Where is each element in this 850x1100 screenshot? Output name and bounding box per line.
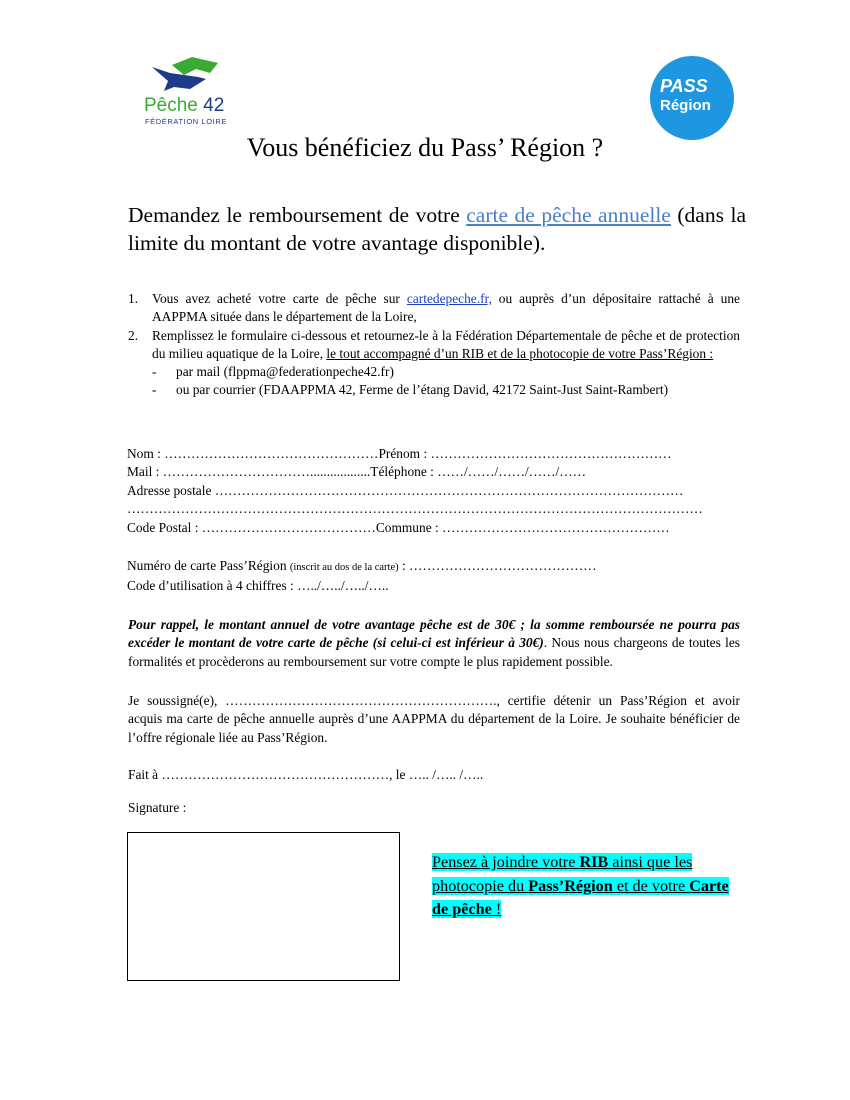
intro-text: Demandez le remboursement de votre (128, 203, 467, 227)
carte-peche-link[interactable]: carte de pêche annuelle (466, 203, 671, 227)
step-text: Vous avez acheté votre carte de pêche sur cartedepeche.fr, ou auprès d’un dépositaire rattaché à une AAPPMA située dans le département de la Loire, (152, 291, 740, 325)
place-date-field[interactable]: Fait à ……………………………………………, le ….. /….. /….. (128, 767, 484, 782)
logo-pass-line1: PASS (660, 76, 708, 96)
logo-text: Pêche 42 (144, 95, 225, 116)
step-number: 2. (128, 327, 139, 343)
peche42-logo (140, 55, 250, 130)
step-2 (128, 327, 740, 364)
address-field-line[interactable]: Adresse postale …………………………………………………………………………………………… (127, 482, 684, 498)
signature-label: Signature : (128, 800, 187, 815)
step-number: 1. (128, 291, 139, 306)
logo-pass-line2: Région (660, 97, 711, 114)
name-field-line[interactable]: Nom : …………………………………………Prénom : ……………………………………………… (127, 446, 672, 461)
cartedepeche-link[interactable]: cartedepeche.fr, (406, 291, 492, 306)
postal-city-field-line[interactable]: Code Postal : …………………………………Commune : …………………………………………… (127, 519, 670, 535)
reminder-note: Pensez à joindre votre RIB ainsi que les photocopie du Pass’Région et de votre Carte de pêche ! (432, 853, 729, 918)
personal-info-form (127, 445, 703, 537)
reminder-paragraph: Pour rappel, le montant annuel de votre avantage pêche est de 30€ ; la somme remboursée ne pourra pas excéder le montant de votre carte de pêche (si celui-ci est inférieur à 30€). Nous nous chargeons de toutes les formalités et procèderons au remboursement sur votre compte le plus rapidement possible. (128, 617, 740, 669)
page-title: Vous bénéficiez du Pass’ Région ? (246, 133, 604, 162)
certification-paragraph[interactable]: Je soussigné(e), ……………………………………………………., certifie détenir un Pass’Région et avoir acquis ma carte de pêche annuelle auprès d’une AAPPMA du département de la Loire. Je souhaite bénéficier de l’offre régionale liée au Pass’Région. (128, 693, 740, 745)
intro-text-end: (dans la limite du montant de votre avantage disponible). (128, 203, 746, 255)
pass-card-info (127, 557, 597, 596)
intro-paragraph (128, 201, 746, 257)
mail-phone-field-line[interactable]: Mail : ……………………………..................Téléphone : ……/……/……/……/…… (127, 464, 586, 480)
address-field-line-2[interactable]: ………………………………………………………………………………………………………………… (127, 501, 703, 517)
step-1 (128, 290, 740, 327)
fish-logo-icon (150, 55, 220, 95)
list-item-courrier: - ou par courrier (FDAAPPMA 42, Ferme de l’étang David, 42172 Saint-Just Saint-Rambert) (152, 382, 669, 398)
pass-code-field[interactable]: Code d’utilisation à 4 chiffres : …../…../…../….. (127, 578, 389, 594)
pass-region-logo (650, 56, 734, 140)
list-item-mail: - par mail (flppma@federationpeche42.fr) (152, 364, 394, 380)
signature-box[interactable] (127, 832, 400, 981)
steps-list (128, 290, 740, 400)
logo-subtitle: FÉDÉRATION LOIRE (145, 117, 227, 126)
step-text: Remplissez le formulaire ci-dessous et retournez-le à la Fédération Départementale de pêche et de protection du milieu aquatique de la Loire, le tout accompagné d’un RIB et de la photocopie de votre Pass’Région : (152, 327, 740, 361)
pass-number-field[interactable]: Numéro de carte Pass’Région (inscrit au dos de la carte) : …………………………………… (127, 558, 597, 573)
